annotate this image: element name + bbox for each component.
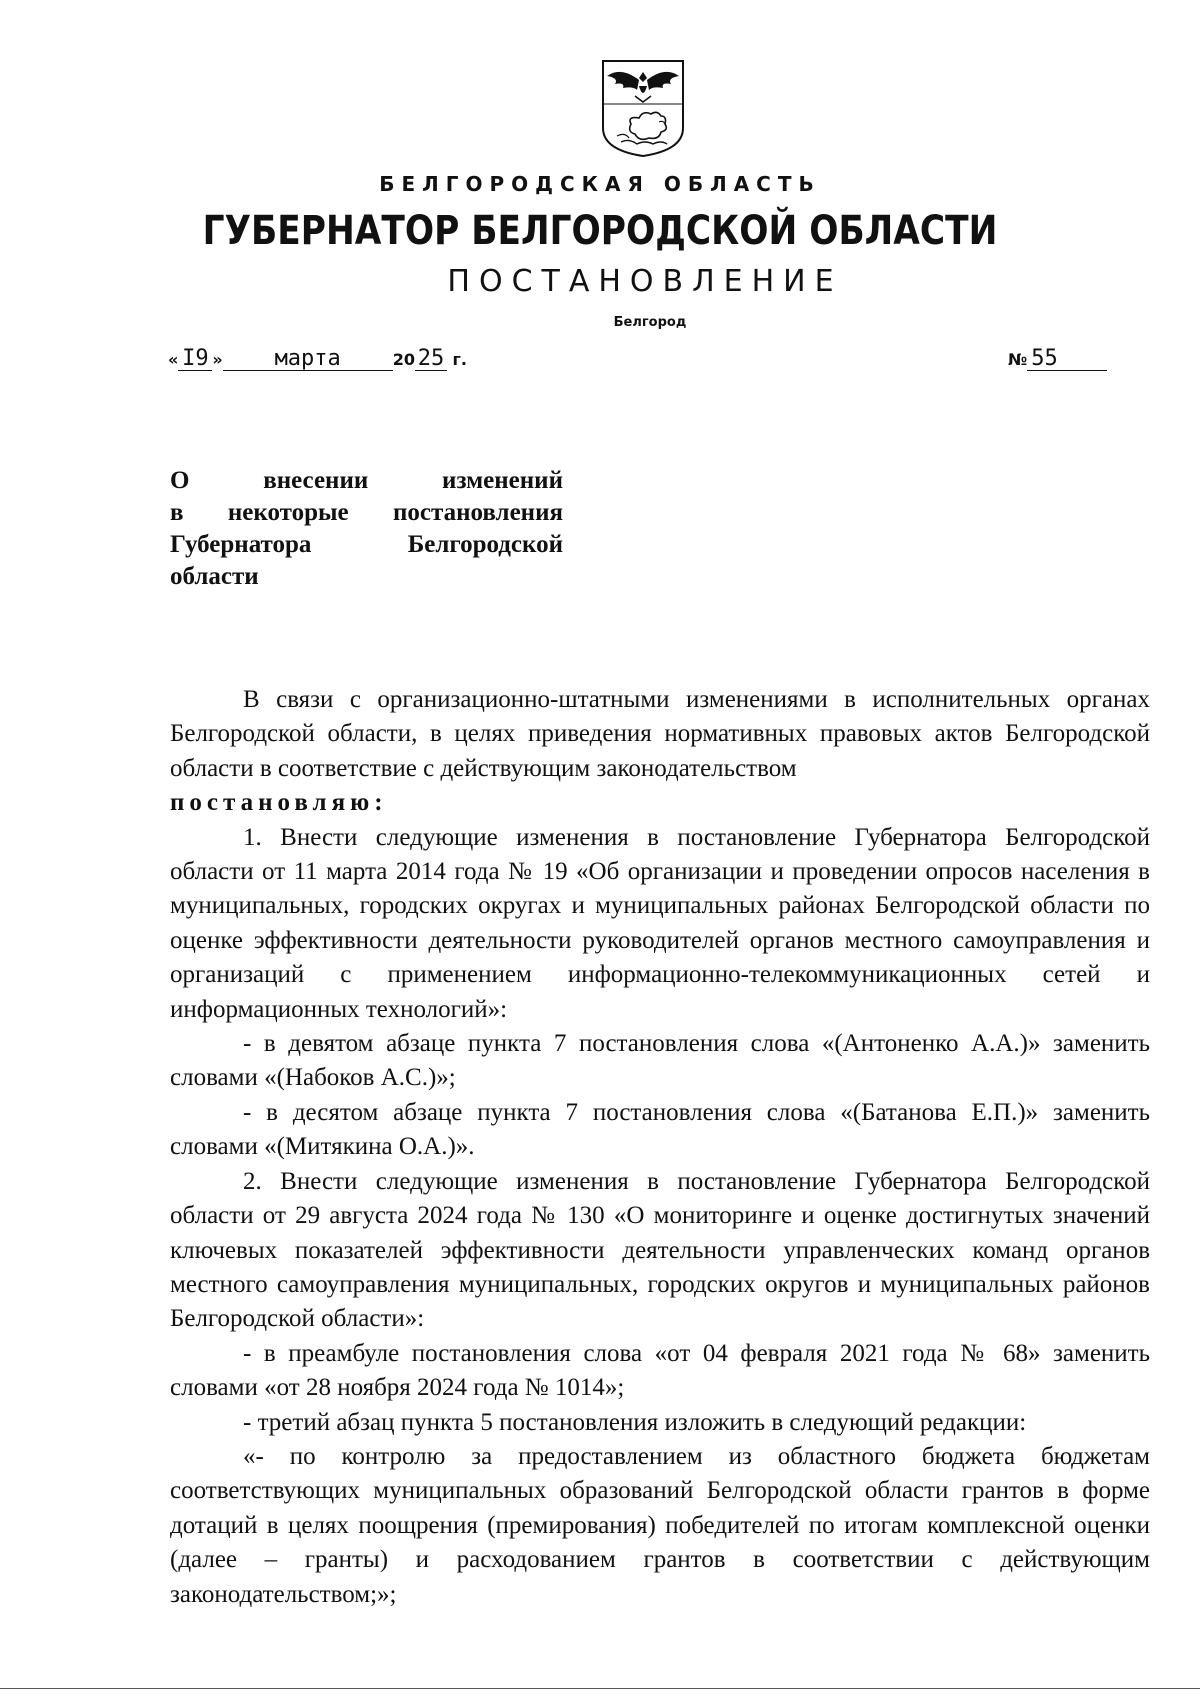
subject-line: О внесении изменений <box>170 467 563 494</box>
decree-body <box>170 683 1150 1612</box>
resolve-colon: : <box>374 789 388 817</box>
coat-of-arms-emblem <box>599 58 687 158</box>
date-year-prefix: 20 <box>392 350 415 369</box>
number-label: № <box>1008 350 1028 369</box>
item-2-paragraph: 2. Внести следующие изменения в постановление Губернатора Белгородской области от 29 августа 2024 года № 130 «О мониторинге и оценке достигнутых значений ключевых показателей эффективности деятельности управленческих команд органов местного самоуправления муниципальных, городских округов и муниципальных районов Белгородской области»: <box>170 1167 1150 1333</box>
bottom-scan-edge <box>0 1688 1200 1689</box>
item-1-paragraph: 1. Внести следующие изменения в постановление Губернатора Белгородской области от 11 марта 2014 года № 19 «Об организации и проведении опросов населения в муниципальных, городских округах и муниципальных районах Белгородской области по оценке эффективности деятельности руководителей органов местного самоуправления и организаций с применением информационно-телекоммуникационных сетей и информационных технологий»: <box>170 823 1150 1023</box>
decree-subject <box>170 465 563 593</box>
item-1b-paragraph: - в десятом абзаце пункта 7 постановления слова «(Батанова Е.П.)» заменить словами «(Митякина О.А.)». <box>170 1098 1150 1161</box>
decree-heading: ПОСТАНОВЛЕНИЕ <box>447 264 843 299</box>
subject-line: Губернатора Белгородской <box>170 531 563 558</box>
date-day: I9 <box>178 348 212 371</box>
item-2a-paragraph: - в преамбуле постановления слова «от 04 февраля 2021 года № 68» заменить словами «от 28 ноября 2024 года № 1014»; <box>170 1339 1150 1402</box>
region-heading: БЕЛГОРОДСКАЯ ОБЛАСТЬ <box>379 172 821 196</box>
item-2c-paragraph: «- по контролю за предоставлением из областного бюджета бюджетам соответствующих муниципальных образований Белгородской области грантов в форме дотаций в целях поощрения (премирования) победителей по итогам комплексной оценки (далее – гранты) и расходованием грантов в соответствии с действующим законодательством;»; <box>170 1442 1150 1608</box>
subject-line: области <box>170 563 259 590</box>
decree-number <box>1008 348 1107 371</box>
date-open-quote: « <box>168 350 179 369</box>
city-label: Белгород <box>613 315 687 330</box>
date-close-quote: » <box>212 350 223 369</box>
subject-line: в некоторые постановления <box>170 499 563 526</box>
governor-heading: ГУБЕРНАТОР БЕЛГОРОДСКОЙ ОБЛАСТИ <box>202 208 998 254</box>
date-year-suffix: 25 <box>415 348 447 371</box>
resolve-word: постановляю <box>170 789 375 817</box>
item-2b-paragraph: - третий абзац пункта 5 постановления изложить в следующий редакции: <box>243 1408 1027 1436</box>
decree-date <box>168 348 467 371</box>
date-month: марта <box>223 348 393 371</box>
number-value: 55 <box>1027 348 1107 371</box>
item-1a-paragraph: - в девятом абзаце пункта 7 постановления слова «(Антоненко А.А.)» заменить словами «(Набоков А.С.)»; <box>170 1030 1150 1092</box>
resolve-paragraph <box>170 786 1150 820</box>
preamble-paragraph: В связи с организационно-штатными изменениями в исполнительных органах Белгородской области, в целях приведения нормативных правовых актов Белгородской области в соответствие с действующим законодательством <box>170 686 1150 782</box>
date-year-mark: г. <box>452 350 467 369</box>
